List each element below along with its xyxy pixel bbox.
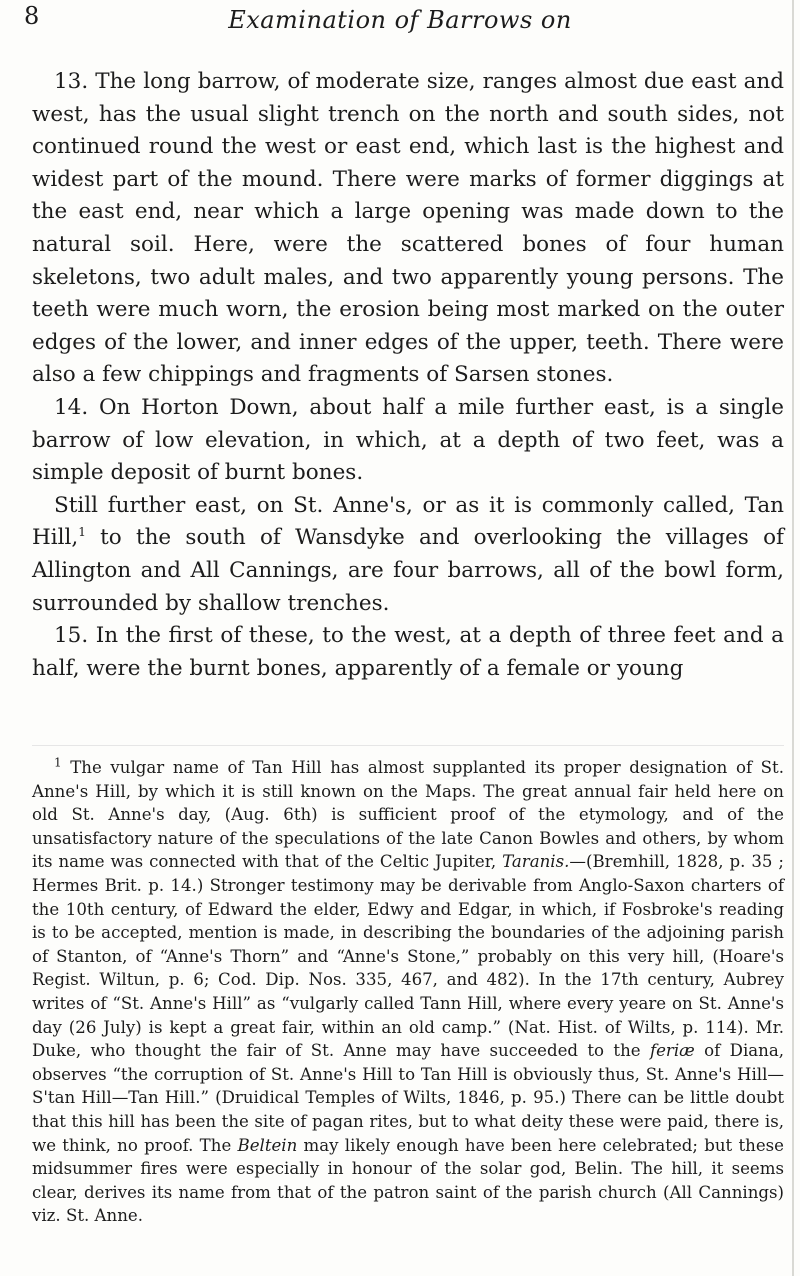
footnote-reference[interactable]: 1 <box>78 525 86 540</box>
paragraph-14: 14. On Horton Down, about half a mile further east, is a single barrow of low elevation, in which, at a depth of two feet, was a simple deposit of burnt bones. <box>32 394 784 486</box>
footnote-italic-feriae: feriæ <box>649 1041 695 1061</box>
paragraph-tan-hill <box>32 490 784 620</box>
footnote-italic-taranis: Taranis. <box>502 852 570 872</box>
paragraph-13: 13. The long barrow, of moderate size, ranges almost due east and west, has the usual slight trench on the north and south sides, not continued round the west or east end, which last is the highest and widest part of the mound. There were marks of former diggings at the east end, near which a large opening was made down to the natural soil. Here, were the scattered bones of four human skeletons, two adult males, and two apparently young persons. The teeth were much worn, the erosion being most marked on the outer edges of the lower, and inner edges of the upper, teeth. There were also a few chippings and fragments of Sarsen stones. <box>32 69 784 388</box>
footnote-divider <box>32 745 784 746</box>
footnote-text-1: The vulgar name of Tan Hill has almost supplanted its proper designation of St. Anne's Hill, by which it is still known on the Maps. The great annual fair held here on old St. Anne's day, (Aug. 6th) is sufficient proof of the etymology, and of the unsatisfactory nature of the speculations of the late Canon Bowles and others, by whom its name was connected with that of the Celtic Jupiter, <box>32 758 784 872</box>
footnote-text-4: may likely enough have been here celebrated; but these midsummer fires were especially in honour of the solar god, Belin. The hill, it seems clear, derives its name from that of the patron saint of the parish church (All Cannings) viz. St. Anne. <box>32 1135 784 1226</box>
paragraph-text-start: Still further east, on St. Anne's, or as it is commonly called, Tan Hill, <box>32 492 784 551</box>
page-edge <box>792 0 794 1276</box>
footnote-marker: 1 <box>54 755 62 770</box>
paragraph-text-end: to the south of Wansdyke and overlooking the villages of Allington and All Cannings, are four barrows, all of the bowl form, surrounded by shallow trenches. <box>32 525 784 616</box>
running-title: Examination of Barrows on <box>228 6 572 34</box>
footnote-italic-beltein: Beltein <box>237 1135 298 1155</box>
footnote-text-3: of Diana, observes “the corruption of St. Anne's Hill to Tan Hill is obviously thus, St. Anne's Hill—S'tan Hill—Tan Hill.” (Druidical Temples of Wilts, 1846, p. 95.) There can be little doubt that this hill has been the site of pagan rites, but to what deity these were paid, there is, we think, no proof. The <box>32 1041 785 1155</box>
paragraph-15: 15. In the first of these, to the west, at a depth of three feet and a half, were the burnt bones, apparently of a female or young <box>32 623 784 681</box>
page-number: 8 <box>24 2 40 30</box>
main-text <box>32 66 784 685</box>
footnote-text-2: —(Bremhill, 1828, p. 35 ; Hermes Brit. p. 14.) Stronger testimony may be derivable from Anglo-Saxon charters of the 10th century, of Edward the elder, Edwy and Edgar, in which, if Fosbroke's reading is to be accepted, mention is made, in describing the boundaries of the adjoining parish of Stanton, of “Anne's Thorn” and “Anne's Stone,” probably on this very hill, (Hoare's Regist. Wiltun, p. 6; Cod. Dip. Nos. 335, 467, and 482). In the 17th century, Aubrey writes of “St. Anne's Hill” as “vulgarly called Tann Hill, where every yeare on St. Anne's day (26 July) is kept a great fair, within an old camp.” (Nat. Hist. of Wilts, p. 114). Mr. Duke, who thought the fair of St. Anne may have succeeded to the <box>32 852 784 1061</box>
footnote <box>32 756 784 1228</box>
